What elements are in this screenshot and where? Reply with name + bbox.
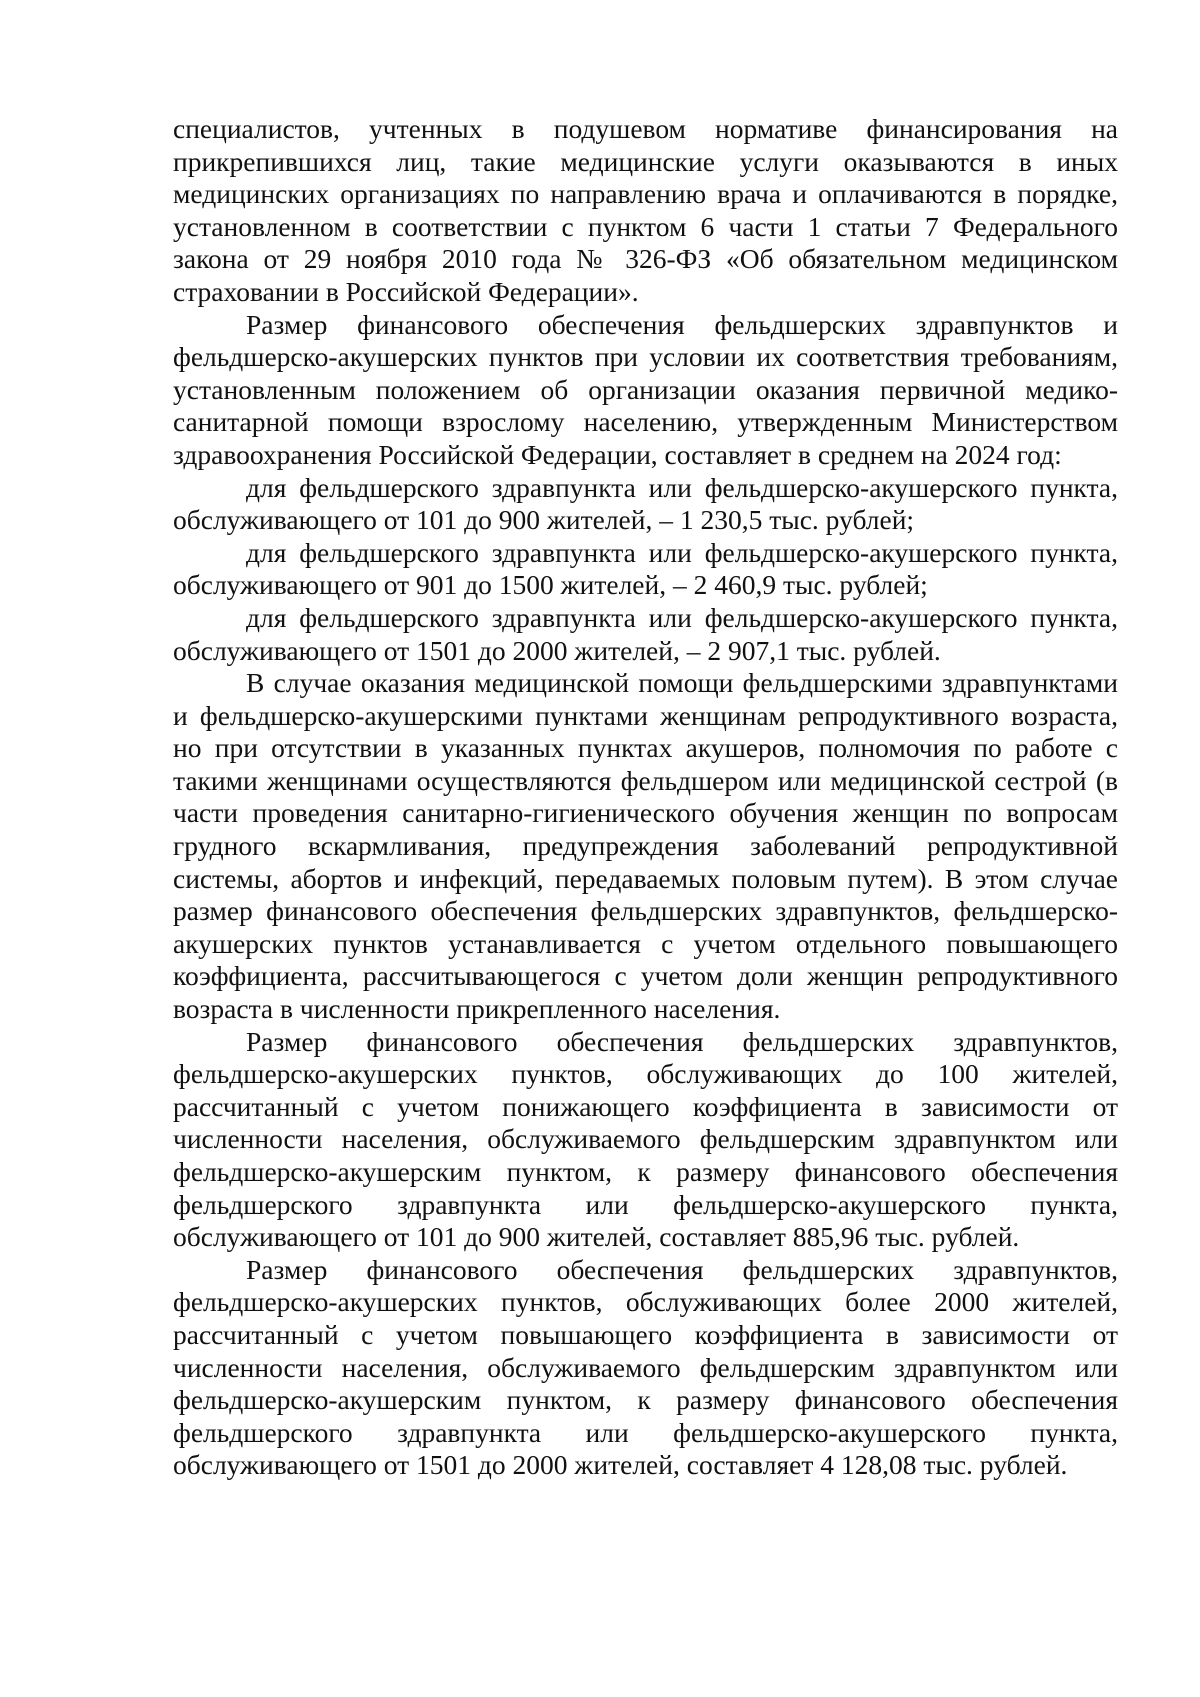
document-body	[173, 113, 1118, 1482]
paragraph-reproductive-age: В случае оказания медицинской помощи фельдшерскими здравпунктами и фельдшерско-акушерскими пунктами женщинам репродуктивного возраста, но при отсутствии в указанных пунктах акушеров, полномочия по работе с такими женщинами осуществляются фельдшером или медицинской сестрой (в части проведения санитарно-гигиенического обучения женщин по вопросам грудного вскармливания, предупреждения заболеваний репродуктивной системы, абортов и инфекций, передаваемых половым путем). В этом случае размер финансового обеспечения фельдшерских здравпунктов, фельдшерско-акушерских пунктов устанавливается с учетом отдельного повышающего коэффициента, рассчитывающегося с учетом доли женщин репродуктивного возраста в численности прикрепленного населения.	[173, 667, 1118, 1025]
list-item-901-1500: для фельдшерского здравпункта или фельдшерско-акушерского пункта, обслуживающего от 901 до 1500 жителей, – 2 460,9 тыс. рублей;	[173, 536, 1118, 601]
list-item-101-900: для фельдшерского здравпункта или фельдшерско-акушерского пункта, обслуживающего от 101 до 900 жителей, – 1 230,5 тыс. рублей;	[173, 471, 1118, 536]
paragraph-continuation: специалистов, учтенных в подушевом нормативе финансирования на прикрепившихся лиц, такие медицинские услуги оказываются в иных медицинских организациях по направлению врача и оплачиваются в порядке, установленном в соответствии с пунктом 6 части 1 статьи 7 Федерального закона от 29 ноября 2010 года № 326-ФЗ «Об обязательном медицинском страховании в Российской Федерации».	[173, 113, 1118, 307]
list-item-1501-2000: для фельдшерского здравпункта или фельдшерско-акушерского пункта, обслуживающего от 1501 до 2000 жителей, – 2 907,1 тыс. рублей.	[173, 601, 1118, 666]
paragraph-funding-size: Размер финансового обеспечения фельдшерских здравпунктов и фельдшерско-акушерских пунктов при условии их соответствия требованиям, установленным положением об организации оказания первичной медико-санитарной помощи взрослому населению, утвержденным Министерством здравоохранения Российской Федерации, составляет в среднем на 2024 год:	[173, 308, 1118, 470]
paragraph-up-to-100: Размер финансового обеспечения фельдшерских здравпунктов, фельдшерско-акушерских пунктов, обслуживающих до 100 жителей, рассчитанный с учетом понижающего коэффициента в зависимости от численности населения, обслуживаемого фельдшерским здравпунктом или фельдшерско-акушерским пунктом, к размеру финансового обеспечения фельдшерского здравпункта или фельдшерско-акушерского пункта, обслуживающего от 101 до 900 жителей, составляет 885,96 тыс. рублей.	[173, 1025, 1118, 1253]
paragraph-over-2000: Размер финансового обеспечения фельдшерских здравпунктов, фельдшерско-акушерских пунктов, обслуживающих более 2000 жителей, рассчитанный с учетом повышающего коэффициента в зависимости от численности населения, обслуживаемого фельдшерским здравпунктом или фельдшерско-акушерским пунктом, к размеру финансового обеспечения фельдшерского здравпункта или фельдшерско-акушерского пункта, обслуживающего от 1501 до 2000 жителей, составляет 4 128,08 тыс. рублей.	[173, 1253, 1118, 1481]
